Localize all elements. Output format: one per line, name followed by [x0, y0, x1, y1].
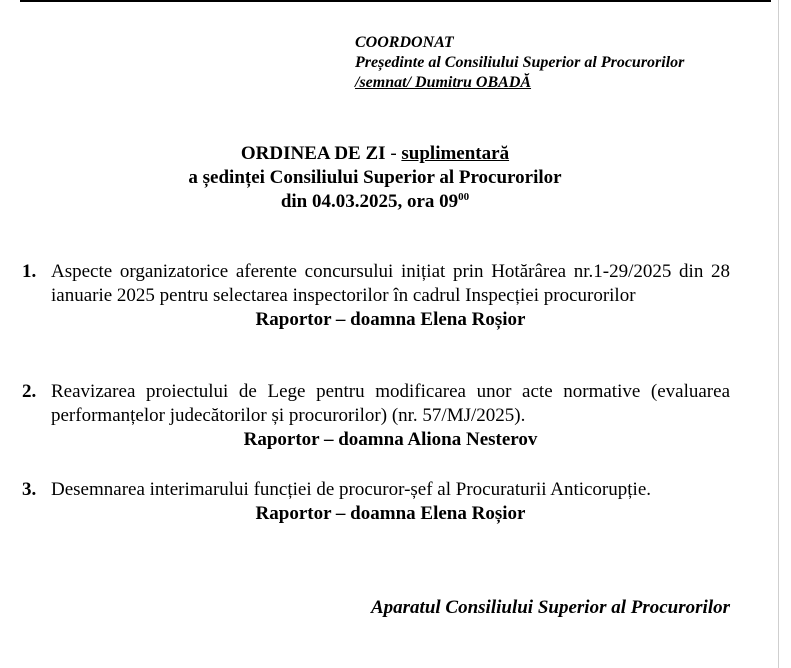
meeting-date-time: din 04.03.2025, ora 09 [280, 191, 459, 212]
page-right-edge [778, 0, 779, 668]
agenda-item-number: 3. [22, 479, 37, 500]
agenda-title [50, 142, 700, 214]
top-border-line [20, 0, 771, 2]
agenda-item-text: Aspecte organizatorice aferente concursului inițiat prin Hotărârea nr.1-29/2025 din 28 ianuarie 2025 pentru selectarea inspectorilor în cadrul Inspecției procurorilor [51, 261, 730, 306]
title-suffix: suplimentară [401, 143, 510, 164]
coordination-signature: /semnat/ Dumitru OBADĂ [355, 74, 532, 91]
agenda-item-number: 1. [22, 261, 37, 282]
agenda-item-reporter: Raportor – doamna Elena Roșior [255, 309, 526, 330]
coordination-block [355, 33, 684, 93]
coordination-role: Președinte al Consiliului Superior al Procurorilor [355, 54, 685, 71]
agenda-item-number: 2. [22, 381, 37, 402]
footer-signature: Aparatul Consiliului Superior al Procurorilor [370, 597, 730, 618]
title-separator: - [390, 143, 397, 164]
agenda-item-3 [22, 478, 730, 526]
title-line-2: a ședinței Consiliului Superior al Procurorilor [188, 167, 562, 188]
title-line-3 [50, 190, 700, 214]
agenda-item-reporter: Raportor – doamna Elena Roșior [255, 503, 526, 524]
agenda-item-1 [22, 260, 730, 332]
time-superscript: 00 [458, 191, 470, 203]
agenda-item-text: Desemnarea interimarului funcției de procuror-șef al Procuraturii Anticorupție. [51, 479, 652, 500]
title-line-1 [50, 142, 700, 166]
agenda-item-2 [22, 380, 730, 452]
title-main: ORDINEA DE ZI [240, 143, 386, 164]
coordination-label: COORDONAT [355, 34, 454, 51]
agenda-item-text: Reavizarea proiectului de Lege pentru modificarea unor acte normative (evaluarea performanțelor judecătorilor și procurorilor) (nr. 57/MJ/2025). [51, 381, 730, 426]
agenda-item-reporter: Raportor – doamna Aliona Nesterov [243, 429, 538, 450]
